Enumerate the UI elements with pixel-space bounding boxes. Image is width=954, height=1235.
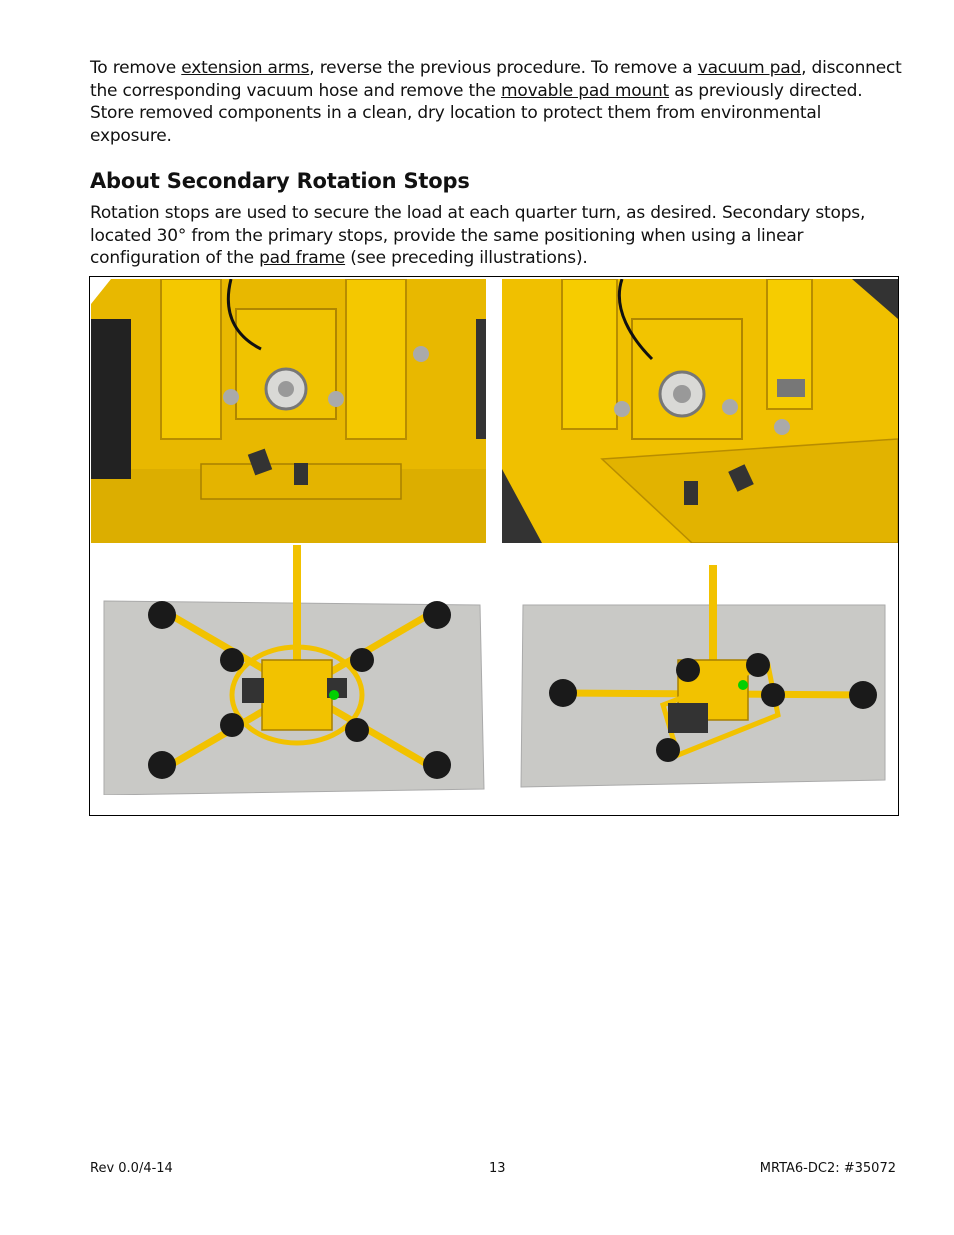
intro-text-3: , disconnect the corresponding vacuum hose and remove the (90, 58, 902, 101)
x-configuration-lifter-photo (102, 545, 487, 795)
section-text-1: Rotation stops are used to secure the load at each quarter turn, as desired. Secondary stops, located 30° from the primary stops, provide the same positioning when using a linear configuration of the (90, 203, 866, 268)
section-text-2: (see preceding illustrations). (345, 248, 588, 268)
movable-pad-mount-link[interactable]: movable pad mount (501, 80, 670, 101)
rotation-stops-paragraph (90, 202, 905, 270)
pad-frame-link[interactable]: pad frame (259, 248, 346, 268)
intro-text-4: as previously directed. Store removed components in a clean, dry location to protect them from environmental exposure. (90, 80, 863, 146)
extension-arms-link[interactable]: extension arms (181, 58, 310, 78)
section-heading: About Secondary Rotation Stops (90, 169, 470, 193)
document-id: MRTA6-DC2: #35072 (759, 1161, 896, 1176)
revision-label: Rev 0.0/4-14 (90, 1161, 173, 1176)
intro-text-1: To remove (90, 58, 182, 78)
rotation-stops-figure (89, 276, 899, 816)
intro-paragraph (90, 57, 905, 147)
intro-text-2: , reverse the previous procedure. To remove a (309, 58, 698, 78)
primary-stop-closeup-photo (91, 279, 486, 543)
page-number: 13 (489, 1161, 506, 1176)
secondary-stop-closeup-photo (502, 279, 898, 543)
linear-configuration-lifter-photo (518, 545, 888, 795)
vacuum-pad-link[interactable]: vacuum pad (697, 58, 802, 78)
